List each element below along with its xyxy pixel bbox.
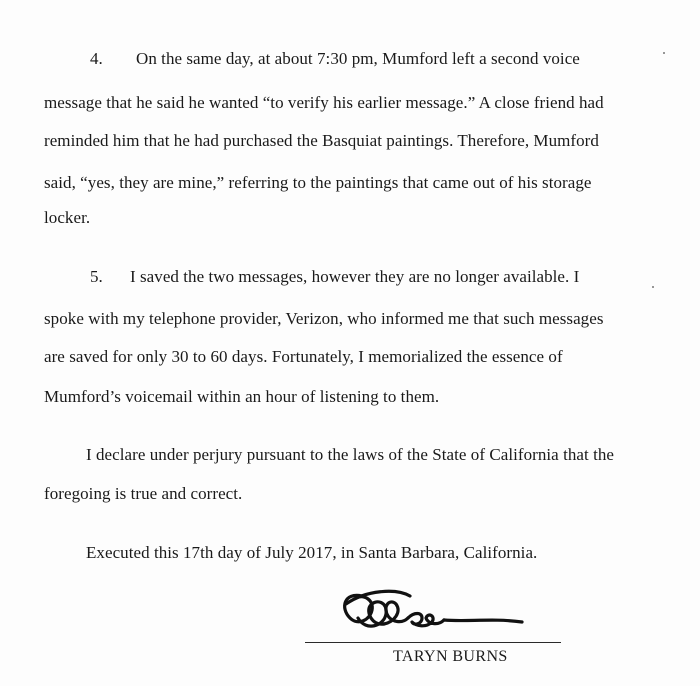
paragraph-line: locker. — [44, 208, 91, 227]
paragraph-line: spoke with my telephone provider, Verizon, who informed me that such messages — [44, 309, 604, 328]
signature-line — [305, 642, 561, 643]
paragraph-number: 5. — [90, 267, 103, 286]
paragraph-line: reminded him that he had purchased the Basquiat paintings. Therefore, Mumford — [44, 131, 599, 150]
scan-speck — [663, 52, 665, 54]
paragraph-line: said, “yes, they are mine,” referring to the paintings that came out of his storage — [44, 173, 592, 192]
paragraph-line: Mumford’s voicemail within an hour of listening to them. — [44, 387, 440, 406]
handwritten-signature — [336, 582, 536, 642]
paragraph-line: I declare under perjury pursuant to the laws of the State of California that the — [86, 445, 614, 464]
paragraph-line: message that he said he wanted “to verify his earlier message.” A close friend had — [44, 93, 604, 112]
scan-speck — [652, 286, 654, 288]
paragraph-line: are saved for only 30 to 60 days. Fortunately, I memorialized the essence of — [44, 347, 563, 366]
paragraph-line: foregoing is true and correct. — [44, 484, 243, 503]
signer-name: TARYN BURNS — [393, 648, 508, 665]
execution-statement: Executed this 17th day of July 2017, in Santa Barbara, California. — [86, 543, 538, 562]
paragraph-line: I saved the two messages, however they are no longer available. I — [130, 267, 580, 286]
paragraph-line: On the same day, at about 7:30 pm, Mumford left a second voice — [136, 49, 580, 68]
paragraph-number: 4. — [90, 49, 103, 68]
signature-drawing — [336, 582, 536, 642]
